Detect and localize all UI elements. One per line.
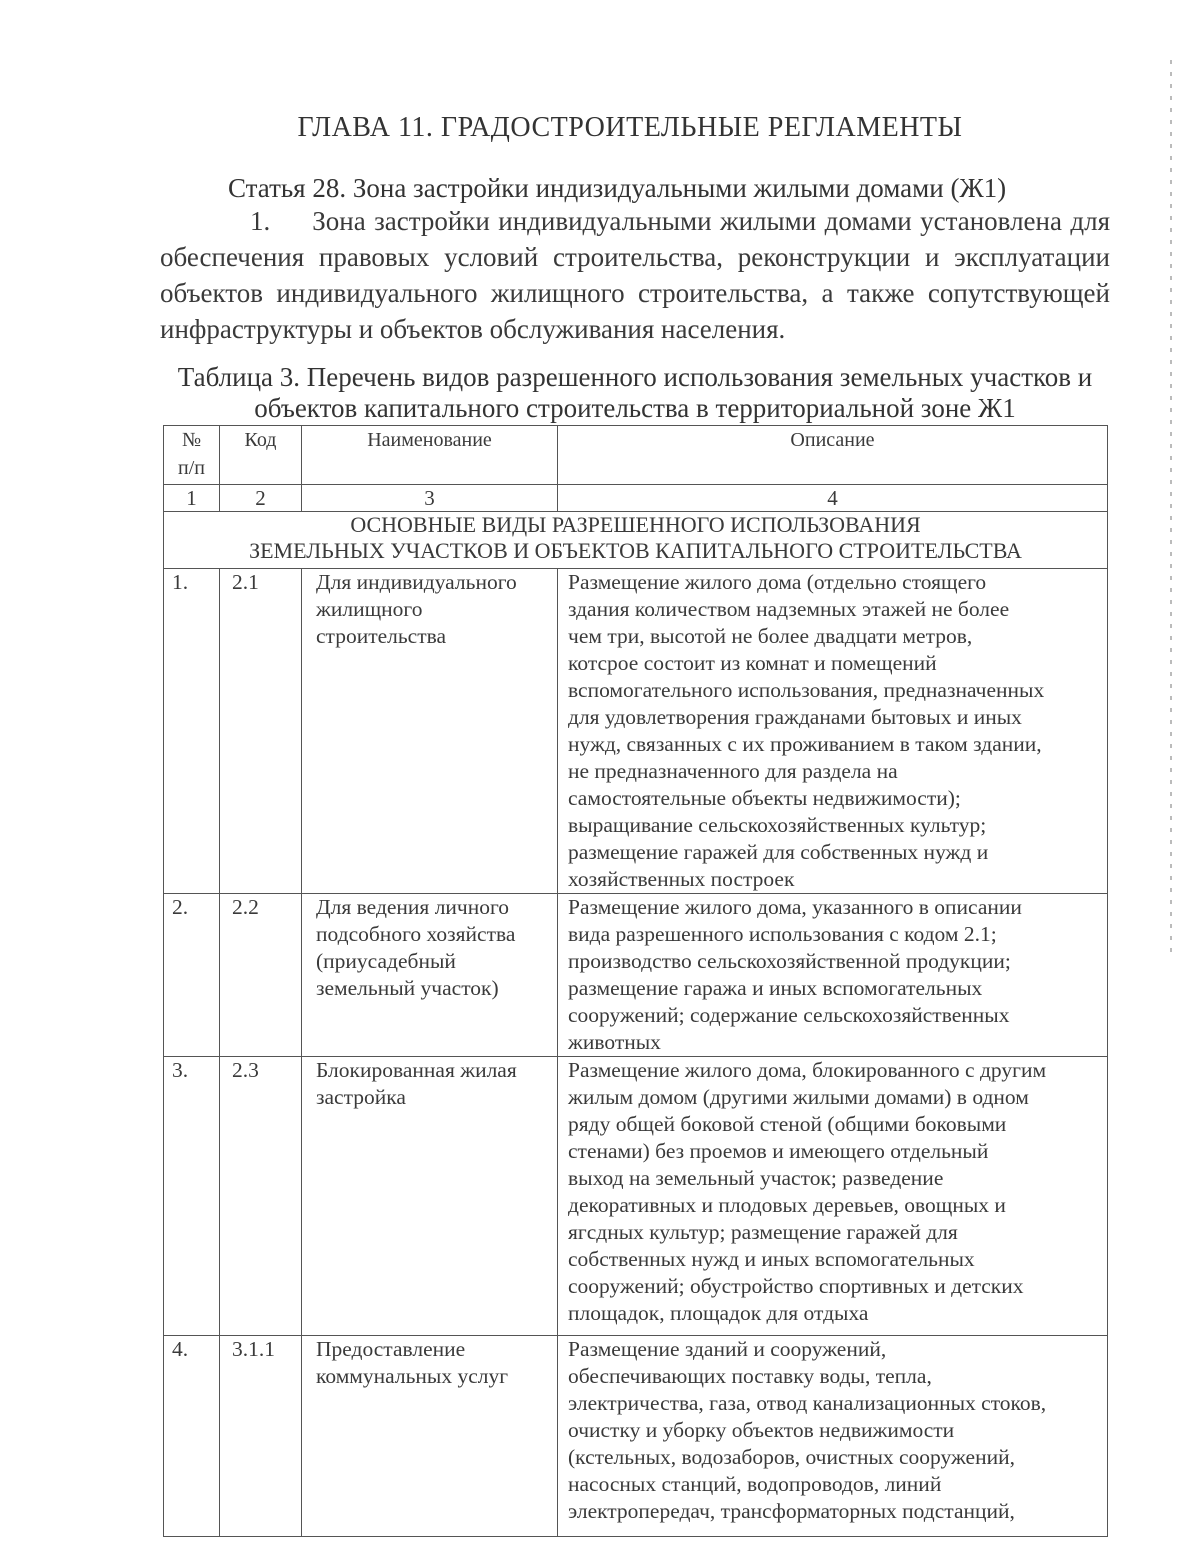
row-number: 4.	[164, 1336, 220, 1537]
cell-line: производство сельскохозяйственной продукции;	[568, 949, 1011, 973]
cell-line: вида разрешенного использования с кодом 2.1;	[568, 922, 997, 946]
cell-line: обеспечивающих поставку воды, тепла,	[568, 1364, 932, 1388]
column-number: 1	[164, 485, 220, 512]
cell-line: насосных станций, водопроводов, линий	[568, 1472, 942, 1496]
cell-line: размещение гаражей для собственных нужд и	[568, 840, 989, 864]
chapter-title: ГЛАВА 11. ГРАДОСТРОИТЕЛЬНЫЕ РЕГЛАМЕНТЫ	[297, 112, 963, 143]
cell-line: очистку и уборку объектов недвижимости	[568, 1418, 955, 1442]
section-heading	[164, 512, 1108, 569]
cell-line: вспомогательного использования, предназначенных	[568, 678, 1045, 702]
cell-line: для удовлетворения гражданами бытовых и иных	[568, 705, 1022, 729]
cell-line: площадок, площадок для отдыха	[568, 1301, 869, 1325]
table-header-row	[164, 426, 1108, 485]
scan-artifact	[1170, 60, 1172, 960]
table-caption	[160, 362, 1110, 424]
paragraph-number: 1.	[250, 206, 271, 236]
regulations-table	[163, 425, 1108, 1537]
cell-line: электричества, газа, отвод канализационных стоков,	[568, 1391, 1047, 1415]
cell-line: (кстельных, водозаборов, очистных сооружений,	[568, 1445, 1015, 1469]
cell-line: сооружений; содержание сельскохозяйственных	[568, 1003, 1010, 1027]
header-number	[164, 426, 220, 485]
row-number: 2.	[164, 894, 220, 1057]
cell-line: Размещение жилого дома (отдельно стоящего	[568, 570, 987, 594]
header-name: Наименование	[302, 426, 558, 485]
cell-line: размещение гаража и иных вспомогательных	[568, 976, 983, 1000]
column-number: 4	[558, 485, 1108, 512]
table-row	[164, 1057, 1108, 1336]
cell-line: коммунальных услуг	[316, 1364, 509, 1388]
cell-line: Размещение жилого дома, указанного в описании	[568, 895, 1022, 919]
row-code: 2.1	[220, 569, 302, 894]
cell-line: жилым домом (другими жилыми домами) в одном	[568, 1085, 1029, 1109]
row-number: 3.	[164, 1057, 220, 1336]
cell-line: здания количеством надземных этажей не более	[568, 597, 1010, 621]
cell-line: Блокированная жилая	[316, 1058, 517, 1082]
header-number-line-2: п/п	[178, 457, 205, 479]
cell-line: выращивание сельскохозяйственных культур;	[568, 813, 987, 837]
cell-line: самостоятельные объекты недвижимости);	[568, 786, 961, 810]
paragraph-1	[160, 203, 1110, 347]
caption-line-2: объектов капитального строительства в территориальной зоне Ж1	[254, 393, 1016, 423]
cell-line: стенами) без проемов и имеющего отдельный	[568, 1139, 989, 1163]
cell-line: электропередач, трансформаторных подстанций,	[568, 1499, 1015, 1523]
table-row	[164, 894, 1108, 1057]
cell-line: котсрое состоит из комнат и помещений	[568, 651, 937, 675]
cell-line: Размещение жилого дома, блокированного с другим	[568, 1058, 1047, 1082]
row-number: 1.	[164, 569, 220, 894]
cell-line: ягсдных культур; размещение гаражей для	[568, 1220, 958, 1244]
row-name	[302, 894, 558, 1057]
cell-line: Размещение зданий и сооружений,	[568, 1337, 887, 1361]
cell-line: застройка	[316, 1085, 406, 1109]
row-code: 2.2	[220, 894, 302, 1057]
table-row	[164, 569, 1108, 894]
cell-line: ряду общей боковой стеной (общими боковыми	[568, 1112, 1007, 1136]
cell-line: чем три, высотой не более двадцати метров,	[568, 624, 973, 648]
cell-line: декоративных и плодовых деревьев, овощных и	[568, 1193, 1006, 1217]
cell-line: земельный участок)	[316, 976, 499, 1000]
table-row	[164, 1336, 1108, 1537]
cell-line: собственных нужд и иных вспомогательных	[568, 1247, 975, 1271]
row-code: 2.3	[220, 1057, 302, 1336]
cell-line: Для индивидуального	[316, 570, 517, 594]
cell-line: нужд, связанных с их проживанием в таком здании,	[568, 732, 1042, 756]
column-number: 2	[220, 485, 302, 512]
article-title: Статья 28. Зона застройки индизидуальными жилыми домами (Ж1)	[228, 173, 1007, 203]
cell-line: животных	[568, 1030, 661, 1054]
row-description	[558, 894, 1108, 1057]
header-number-line-1: №	[181, 429, 202, 451]
cell-line: (приусадебный	[316, 949, 456, 973]
row-name	[302, 1057, 558, 1336]
cell-line: хозяйственных построек	[568, 867, 795, 891]
caption-line-1: Таблица 3. Перечень видов разрешенного использования земельных участков и	[177, 362, 1093, 392]
row-name	[302, 569, 558, 894]
cell-line: Предоставление	[316, 1337, 466, 1361]
cell-line: сооружений; обустройство спортивных и детских	[568, 1274, 1024, 1298]
section-heading-line-1: ОСНОВНЫЕ ВИДЫ РАЗРЕШЕННОГО ИСПОЛЬЗОВАНИЯ	[350, 512, 921, 537]
paragraph-text: Зона застройки индивидуальными жилыми домами установлена для обеспечения правовых условий строительства, реконструкции и эксплуатации объектов индивидуального жилищного строительства, а также сопутствующей инфраструктуры и объектов обслуживания населения.	[160, 206, 1110, 344]
row-name	[302, 1336, 558, 1537]
cell-line: жилищного	[316, 597, 423, 621]
header-code: Код	[220, 426, 302, 485]
cell-line: строительства	[316, 624, 447, 648]
cell-line: Для ведения личного	[316, 895, 510, 919]
row-code: 3.1.1	[220, 1336, 302, 1537]
section-heading-row	[164, 512, 1108, 569]
section-heading-line-2: ЗЕМЕЛЬНЫХ УЧАСТКОВ И ОБЪЕКТОВ КАПИТАЛЬНОГО СТРОИТЕЛЬСТВА	[249, 538, 1022, 563]
row-description	[558, 1336, 1108, 1537]
cell-line: не предназначенного для раздела на	[568, 759, 898, 783]
paragraph-body	[160, 203, 1110, 347]
cell-line: выход на земельный участок; разведение	[568, 1166, 944, 1190]
row-description	[558, 1057, 1108, 1336]
column-number-row	[164, 485, 1108, 512]
cell-line: подсобного хозяйства	[316, 922, 516, 946]
header-description: Описание	[558, 426, 1108, 485]
row-description	[558, 569, 1108, 894]
column-number: 3	[302, 485, 558, 512]
